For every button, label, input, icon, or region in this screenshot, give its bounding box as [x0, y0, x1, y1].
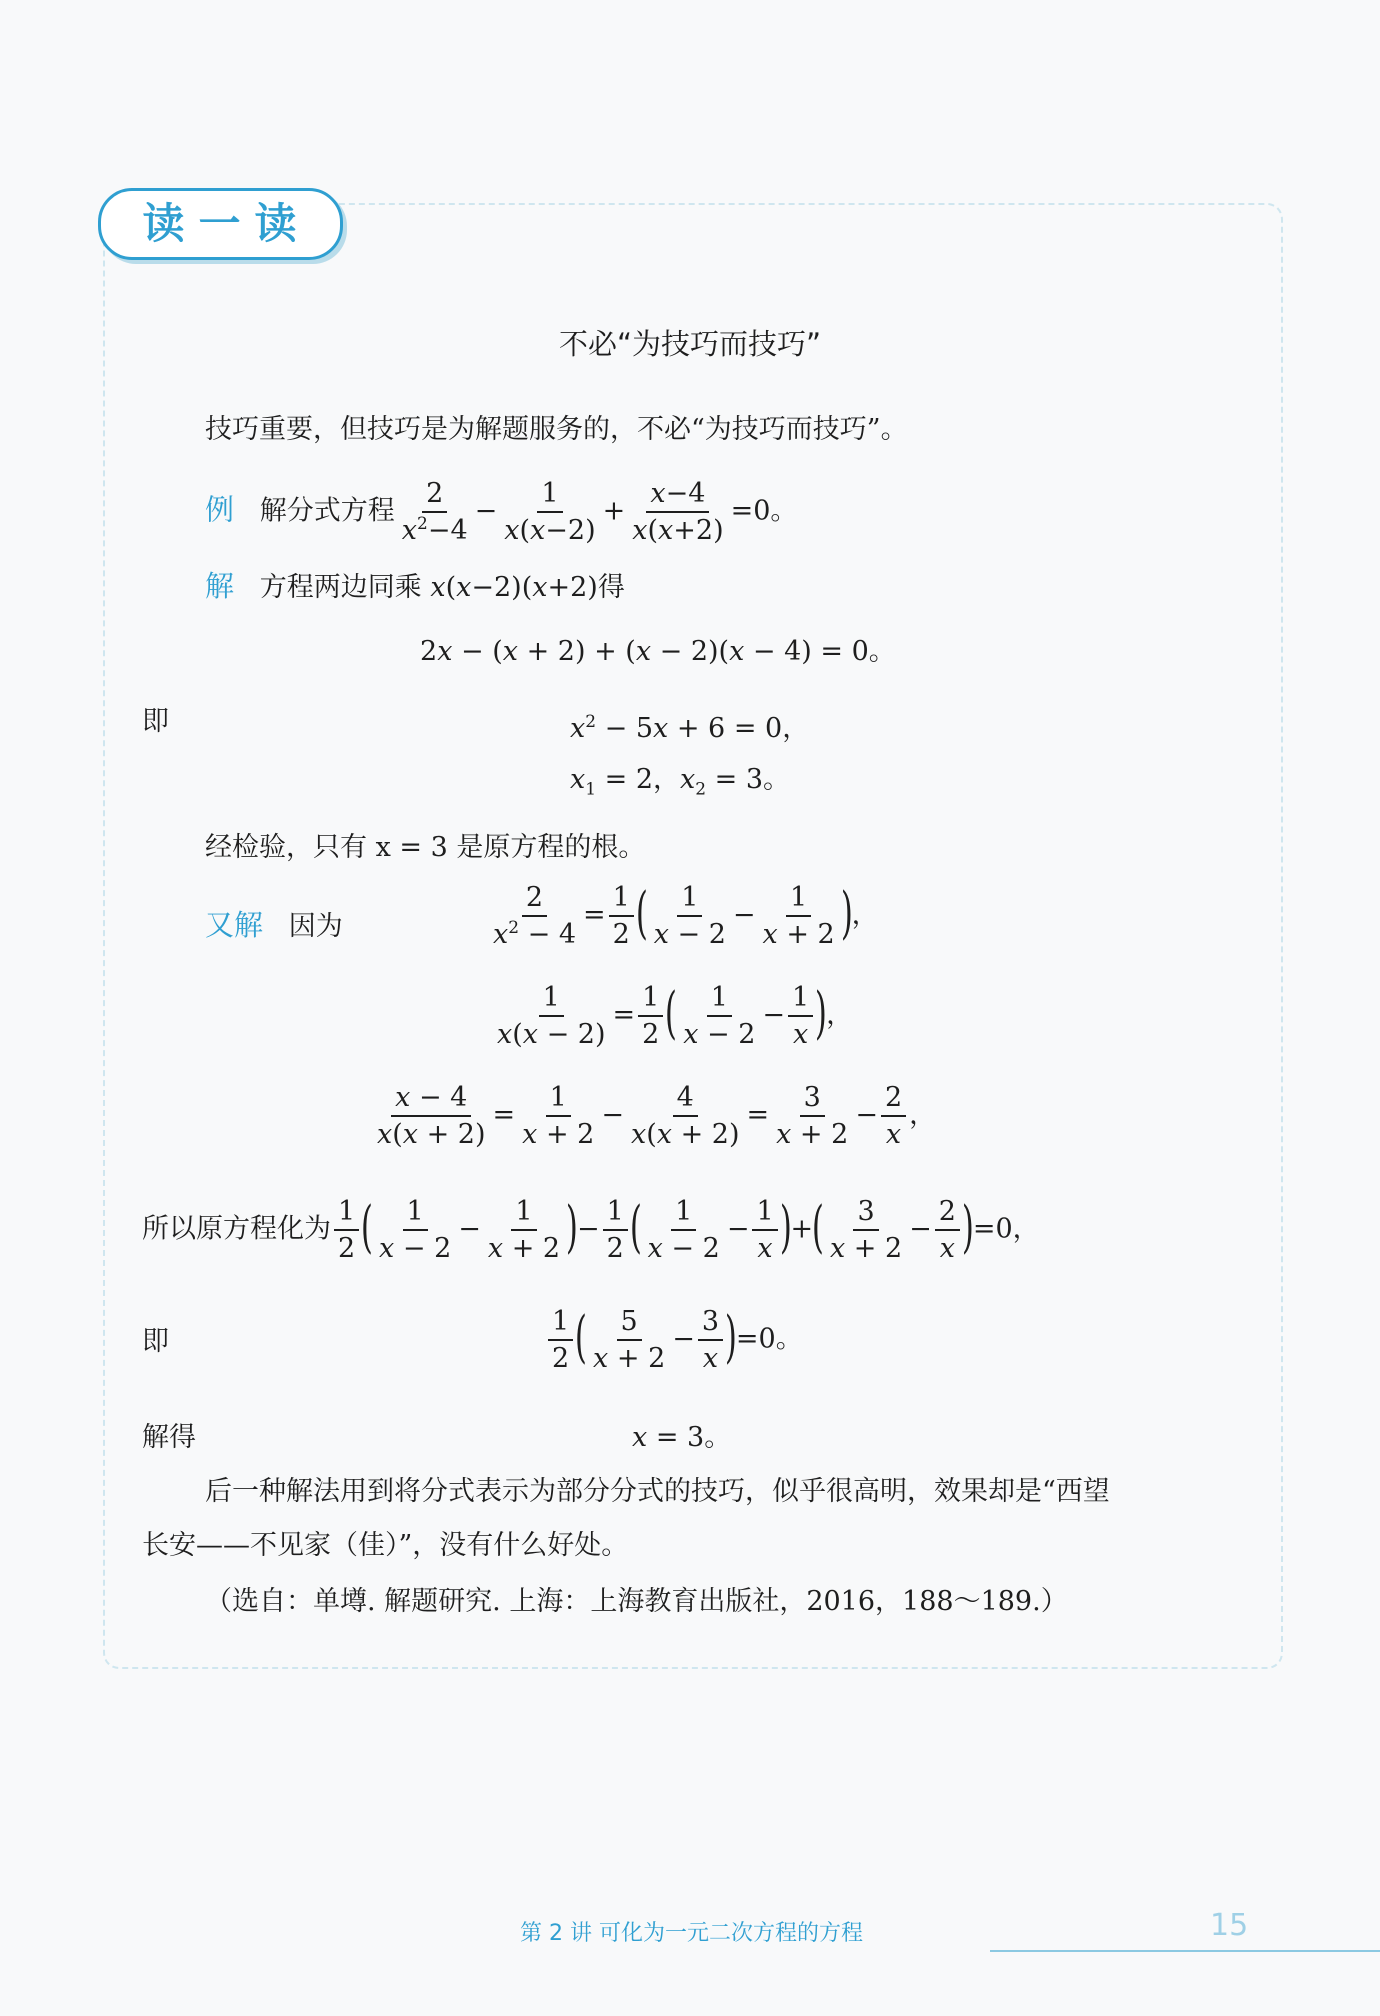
example-text: 解分式方程 — [259, 495, 395, 527]
partial-frac-1: $\frac{2}{x^2 - 4}$ = $\frac{1}{2}$ ( $\frac{1}{x - 2}$ − $\frac{1}{x + 2}$ )， — [493, 881, 879, 951]
eq-roots: $x_1 = 2$，$x_2 = 3$。 — [570, 764, 791, 800]
ji-1: 即 — [142, 706, 169, 737]
eq-expand: 2x − (x + 2) + (x − 2)(x − 4) = 0。 — [420, 636, 896, 667]
eq-quadratic: $x^2 - 5x + 6 = 0$， — [570, 712, 810, 744]
again-line — [205, 905, 343, 947]
page-number: 15 — [1210, 1908, 1249, 1943]
partial-frac-2: $\frac{1}{x(x - 2)}$ = $\frac{1}{2}$ ( $\frac{1}{x - 2}$ − $\frac{1}{x}$ )， — [497, 981, 854, 1051]
solve-result-label: 解得 — [142, 1422, 196, 1453]
section-tag: 读一读 — [98, 188, 343, 260]
footer-chapter: 第 2 讲 可化为一元二次方程的方程 — [520, 1921, 863, 1946]
example-label: 例 — [205, 492, 235, 527]
again-label: 又解 — [205, 908, 264, 942]
article-title: 不必“为技巧而技巧” — [558, 327, 822, 361]
source-citation: （选自：单墫. 解题研究. 上海：上海教育出版社，2016，188～189.） — [205, 1586, 1068, 1617]
therefore-text: 所以原方程化为 — [142, 1213, 331, 1245]
conclusion-line-1: 后一种解法用到将分式表示为部分分式的技巧，似乎很高明，效果却是“西望 — [205, 1476, 1110, 1507]
therefore-line: 所以原方程化为 $\frac{1}{2}$ ( $\frac{1}{x - 2}$ − $\frac{1}{x + 2}$ )− $\frac{1}{2}$ ( $\frac{1}{x - 2}$ − $\frac{1}{x}$ )+( $\frac{3}{x + 2}$ − $\frac{2}{x}$ )=0， — [142, 1195, 1040, 1265]
conclusion-line-2: 长安——不见家（佳）”，没有什么好处。 — [142, 1530, 629, 1561]
check-text: 经检验，只有 x = 3 是原方程的根。 — [205, 832, 646, 863]
intro-text: 技巧重要，但技巧是为解题服务的，不必“为技巧而技巧”。 — [205, 414, 908, 445]
example-line: 例 解分式方程 $\frac{2}{x^2-4}$ − $\frac{1}{x(x-2)}$ + $\frac{x-4}{x(x+2)}$ =0。 — [205, 478, 798, 547]
footer-rule — [990, 1950, 1380, 1952]
ji-2: 即 — [142, 1326, 169, 1357]
solution-line: 解 方程两边同乘 x(x−2)(x+2)得 — [205, 569, 625, 603]
solution-text: 方程两边同乘 — [259, 572, 422, 603]
eq-final: x = 3。 — [632, 1422, 732, 1453]
because-text: 因为 — [288, 911, 343, 942]
solution-label: 解 — [205, 569, 235, 603]
partial-frac-3: $\frac{x - 4}{x(x + 2)}$ = $\frac{1}{x + 2}$ − $\frac{4}{x(x + 2)}$ = $\frac{3}{x + 2}$ − $\frac{2}{x}$ ， — [377, 1082, 937, 1151]
eq-simplified: $\frac{1}{2}$ ( $\frac{5}{x + 2}$ − $\frac{3}{x}$ )=0。 — [545, 1306, 803, 1374]
